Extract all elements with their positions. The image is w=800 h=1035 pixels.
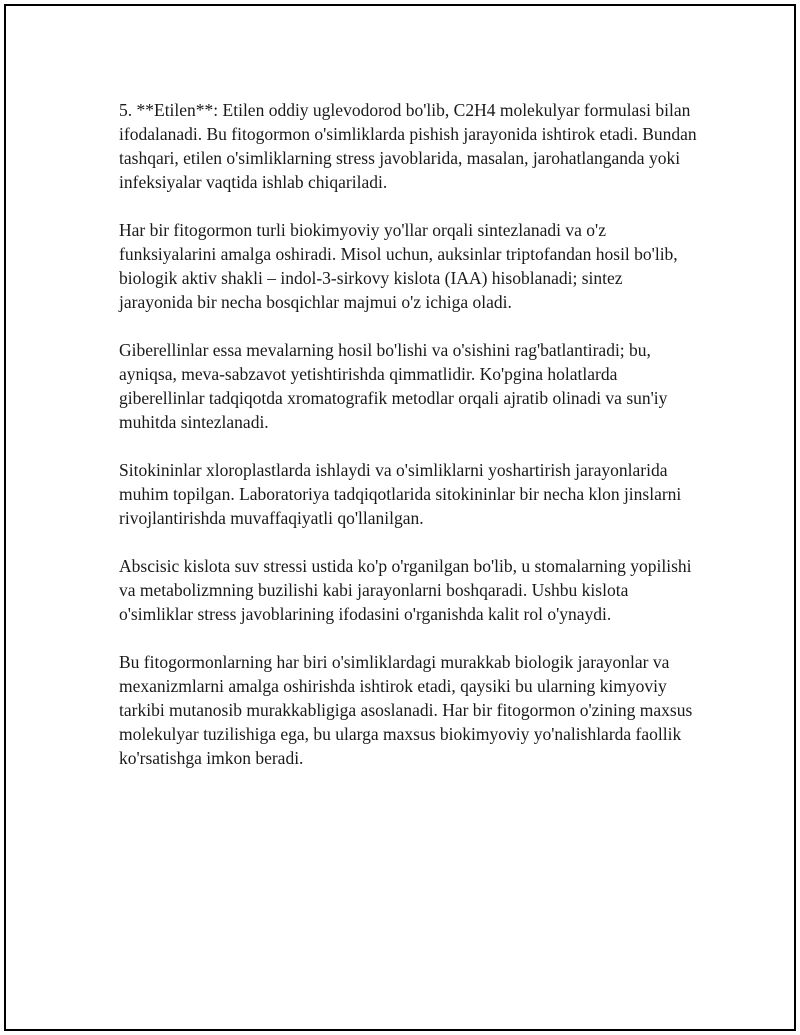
page-frame <box>4 4 796 1031</box>
paragraph-biosynthesis: Har bir fitogormon turli biokimyoviy yo'llar orqali sintezlanadi va o'z funksiyalarini amalga oshiradi. Misol uchun, auksinlar triptofandan hosil bo'lib, biologik aktiv shakli – indol-3-sirkovy kislota (IAA) hisoblanadi; sintez jarayonida bir necha bosqichlar majmui o'z ichiga oladi. <box>119 220 678 312</box>
paragraph-cytokinins: Sitokininlar xloroplastlarda ishlaydi va o'simliklarni yoshartirish jarayonlarida muhim topilgan. Laboratoriya tadqiqotlarida sitokininlar bir necha klon jinslarni rivojlantirishda muvaffaqiyatli qo'llanilgan. <box>119 460 682 528</box>
document-body <box>119 98 699 794</box>
paragraph-gibberellins: Giberellinlar essa mevalarning hosil bo'lishi va o'sishini rag'batlantiradi; bu, ayniqsa, meva-sabzavot yetishtirishda qimmatlidir. Ko'pgina holatlarda giberellinlar tadqiqotda xromatografik metodlar orqali ajratib olinadi va sun'iy muhitda sintezlanadi. <box>119 340 668 432</box>
paragraph-ethylene: 5. **Etilen**: Etilen oddiy uglevodorod bo'lib, C2H4 molekulyar formulasi bilan ifodalanadi. Bu fitogormon o'simliklarda pishish jarayonida ishtirok etadi. Bundan tashqari, etilen o'simliklarning stress javoblarida, masalan, jarohatlanganda yoki infeksiyalar vaqtida ishlab chiqariladi. <box>119 100 697 192</box>
paragraph-summary: Bu fitogormonlarning har biri o'simliklardagi murakkab biologik jarayonlar va mexanizmlarni amalga oshirishda ishtirok etadi, qaysiki bu ularning kimyoviy tarkibi mutanosib murakkabligiga asoslanadi. Har bir fitogormon o'zining maxsus molekulyar tuzilishiga ega, bu ularga maxsus biokimyoviy yo'nalishlarda faollik ko'rsatishga imkon beradi. <box>119 652 693 768</box>
paragraph-abscisic-acid: Abscisic kislota suv stressi ustida ko'p o'rganilgan bo'lib, u stomalarning yopilishi va metabolizmning buzilishi kabi jarayonlarni boshqaradi. Ushbu kislota o'simliklar stress javoblarining ifodasini o'rganishda kalit rol o'ynaydi. <box>119 556 692 624</box>
